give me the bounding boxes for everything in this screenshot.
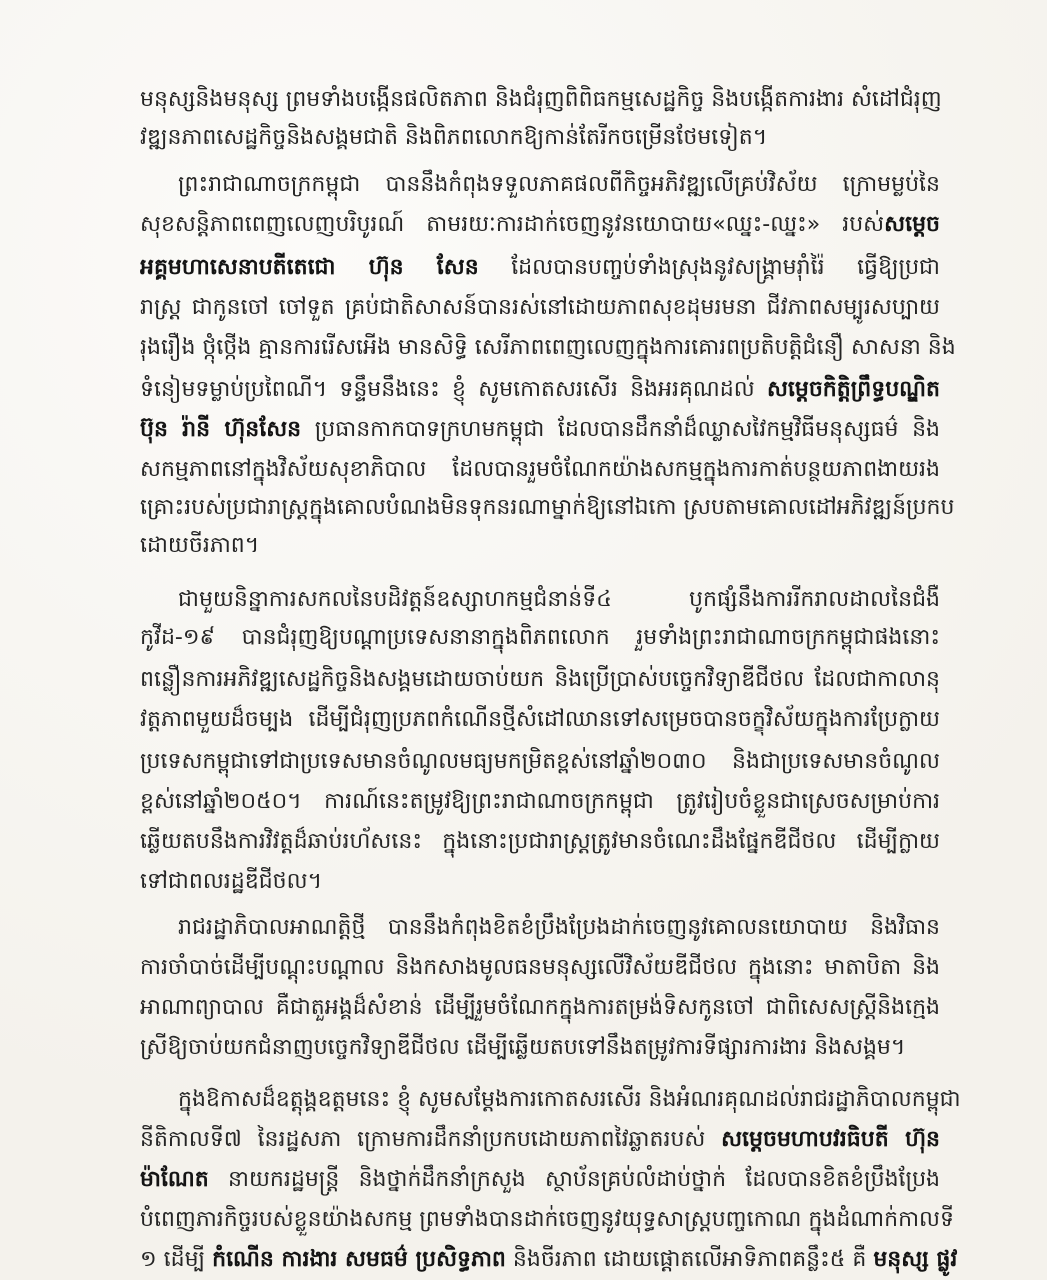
text-line xyxy=(140,988,940,1028)
text-segment: ឆ្លើយតបនឹងការវិវត្តដ៏ឆាប់រហ័សនេះ ក្នុងនោះប្រជារាស្ត្រត្រូវមានចំណេះដឹងផ្នែកឌីជីថល ដើម្បីក្លាយ xyxy=(140,829,940,854)
text-line xyxy=(140,370,940,410)
text-line xyxy=(140,618,940,658)
bold-text: សម្តេចមហាបវរធិបតី ហ៊ុន xyxy=(721,1127,940,1152)
text-line xyxy=(140,1200,954,1240)
bold-text: មនុស្ស ផ្លូវ xyxy=(873,1247,958,1272)
text-line xyxy=(140,450,940,490)
bold-text: ម៉ាណែត xyxy=(140,1167,209,1192)
text-line xyxy=(140,822,940,862)
text-segment: បំពេញភារកិច្ចរបស់ខ្លួនយ៉ាងសកម្ម ព្រមទាំងបានដាក់ចេញនូវយុទ្ធសាស្ត្របញ្ចកោណ ក្នុងដំណាក់កាលទី xyxy=(140,1207,954,1232)
text-segment: ខ្ពស់នៅឆ្នាំ២០៥០។ ការណ៍នេះតម្រូវឱ្យព្រះរាជាណាចក្រកម្ពុជា ត្រូវរៀបចំខ្លួនជាស្រេចសម្រាប់ការ xyxy=(140,789,940,814)
bold-text: ប៊ុន រ៉ានី ហ៊ុនសែន xyxy=(140,417,302,442)
text-segment: នាយករដ្ឋមន្ត្រី និងថ្នាក់ដឹកនាំក្រសួង ស្ថាប័នគ្រប់លំដាប់ថ្នាក់ ដែលបានខិតខំប្រឹងប្រែង xyxy=(208,1167,940,1192)
text-line xyxy=(140,742,940,782)
text-line xyxy=(140,1240,958,1280)
text-segment: ប្រទេសកម្ពុជាទៅជាប្រទេសមានចំណូលមធ្យមកម្រិតខ្ពស់នៅឆ្នាំ២០៣០ និងជាប្រទេសមានចំណូល xyxy=(140,749,940,774)
text-segment: ទៅជាពលរដ្ឋឌីជីថល។ xyxy=(140,869,323,894)
text-line xyxy=(140,700,940,740)
text-segment: ក្នុងឱកាសដ៏ឧត្តុង្គឧត្តមនេះ ខ្ញុំ សូមសម្តែងការកោតសរសើរ និងអំណរគុណដល់រាជរដ្ឋាភិបាលកម្ពុជា xyxy=(178,1087,961,1112)
text-segment: និងចីរភាព ដោយផ្តោតលើអាទិភាពគន្លឹះ៥ គឺ xyxy=(505,1247,874,1272)
text-line xyxy=(140,782,940,822)
text-segment: កូវីដ-១៩ បានជំរុញឱ្យបណ្តាប្រទេសនានាក្នុងពិភពលោក រួមទាំងព្រះរាជាណាចក្រកម្ពុជាផងនោះ xyxy=(140,625,940,650)
text-line xyxy=(140,118,940,158)
text-segment: គ្រោះរបស់ប្រជារាស្ត្រក្នុងគោលបំណងមិនទុកនរណាម្នាក់ឱ្យនៅឯកោ ស្របតាមគោលដៅអភិវឌ្ឍន៍ប្រកប xyxy=(140,495,955,520)
text-line xyxy=(178,908,940,948)
text-line xyxy=(140,1120,940,1160)
text-line xyxy=(140,526,940,566)
text-line xyxy=(140,248,940,288)
text-segment: រាជរដ្ឋាភិបាលអាណត្តិថ្មី បាននឹងកំពុងខិតខំប្រឹងប្រែងដាក់ចេញនូវគោលនយោបាយ និងវិធាន xyxy=(178,915,940,940)
text-segment: មនុស្សនិងមនុស្ស ព្រមទាំងបង្កើនផលិតភាព និងជំរុញពិពិធកម្មសេដ្ឋកិច្ច និងបង្កើតការងារ សំដៅជំរុញ xyxy=(140,87,942,112)
text-segment: អាណាព្យាបាល គឺជាតួអង្គដ៏សំខាន់ ដើម្បីរួមចំណែកក្នុងការតម្រង់ទិសកូនចៅ ជាពិសេសស្ត្រីនិងក្មេង xyxy=(140,995,940,1020)
text-line xyxy=(140,488,955,528)
text-segment: ស្រីឱ្យចាប់យកជំនាញបច្ចេកវិទ្យាឌីជីថល ដើម្បីឆ្លើយតបទៅនឹងតម្រូវការទីផ្សារការងារ និងសង្គម។ xyxy=(140,1035,906,1060)
bold-text: អគ្គមហាសេនាបតីតេជោ ហ៊ុន សែន xyxy=(140,255,479,280)
bold-text: កំណើន ការងារ សមធម៌ ប្រសិទ្ធភាព xyxy=(212,1247,506,1272)
text-segment: នីតិកាលទី៧ នៃរដ្ឋសភា ក្រោមការដឹកនាំប្រកបដោយភាពវៃឆ្លាតរបស់ xyxy=(140,1127,722,1152)
text-segment: ១ ដើម្បី xyxy=(140,1247,213,1272)
bold-text: សម្តេចកិត្តិព្រឹទ្ធបណ្ឌិត xyxy=(766,377,940,402)
text-segment: ដែលបានបញ្ចប់ទាំងស្រុងនូវសង្គ្រាមរ៉ាំរ៉ៃ ធ្វើឱ្យប្រជា xyxy=(478,255,940,280)
text-line xyxy=(140,862,940,902)
text-line xyxy=(140,948,940,988)
bold-text: សម្តេច xyxy=(884,212,940,237)
text-segment: ជាមួយនិន្នាការសកលនៃបដិវត្តន៍ឧស្សាហកម្មជំនាន់ទី៤ បូកផ្សំនឹងការរីករាលដាលនៃជំងឺ xyxy=(178,587,940,612)
text-line xyxy=(140,1160,940,1200)
text-segment: សុខសន្តិភាពពេញលេញបរិបូរណ៍ តាមរយៈការដាក់ចេញនូវនយោបាយ«ឈ្នះ-ឈ្នះ» របស់ xyxy=(140,212,885,237)
text-segment: ដោយចីរភាព។ xyxy=(140,533,260,558)
text-line xyxy=(140,328,956,368)
text-segment: រាស្ត្រ ជាកូនចៅ ចៅទួត គ្រប់ជាតិសាសន៍បានរស់នៅដោយភាពសុខដុមរមនា ជីវភាពសម្បូរសប្បាយ xyxy=(140,295,940,320)
text-line xyxy=(140,410,940,450)
text-segment: វត្តភាពមួយដ៏ចម្បង ដើម្បីជំរុញប្រភពកំណើនថ្មីសំដៅឈានទៅសម្រេចបានចក្ខុវិស័យក្នុងការប្រែក្លាយ xyxy=(140,707,940,732)
text-line xyxy=(140,205,940,245)
text-segment: រុងរឿង ថ្កុំថ្កើង គ្មានការរើសអើង មានសិទ្ធិ សេរីភាពពេញលេញក្នុងការគោរពប្រតិបត្តិជំនឿ សាសនា និង xyxy=(140,335,956,360)
text-line xyxy=(178,165,940,205)
text-line xyxy=(178,1080,961,1120)
text-segment: ការចាំបាច់ដើម្បីបណ្តុះបណ្តាល និងកសាងមូលធនមនុស្សលើវិស័យឌីជីថល ក្នុងនោះ មាតាបិតា និង xyxy=(140,955,940,980)
text-segment: ទំនៀមទម្លាប់ប្រពៃណី។ ទន្ទឹមនឹងនេះ ខ្ញុំ សូមកោតសរសើរ និងអរគុណដល់ xyxy=(140,377,767,402)
text-line xyxy=(140,1028,940,1068)
text-line xyxy=(178,580,940,620)
text-line xyxy=(140,660,940,700)
text-line xyxy=(140,80,940,120)
text-segment: ប្រធានកាកបាទក្រហមកម្ពុជា ដែលបានដឹកនាំដ៏ឈ្លាសវៃកម្មវិធីមនុស្សធម៌ និង xyxy=(301,417,941,442)
text-segment: សកម្មភាពនៅក្នុងវិស័យសុខាភិបាល ដែលបានរួមចំណែកយ៉ាងសកម្មក្នុងការកាត់បន្ថយភាពងាយរង xyxy=(140,457,940,482)
text-segment: ព្រះរាជាណាចក្រកម្ពុជា បាននឹងកំពុងទទួលភាគផលពីកិច្ចអភិវឌ្ឍលើគ្រប់វិស័យ ក្រោមម្លប់នៃ xyxy=(178,172,940,197)
text-segment: វឌ្ឍនភាពសេដ្ឋកិច្ចនិងសង្គមជាតិ និងពិភពលោកឱ្យកាន់តែរីកចម្រើនថែមទៀត។ xyxy=(140,125,768,150)
text-line xyxy=(140,288,940,328)
text-segment: ពន្លឿនការអភិវឌ្ឍសេដ្ឋកិច្ចនិងសង្គមដោយចាប់យក និងប្រើប្រាស់បច្ចេកវិទ្យាឌីជីថល ដែលជាកាលានុ xyxy=(140,667,940,692)
